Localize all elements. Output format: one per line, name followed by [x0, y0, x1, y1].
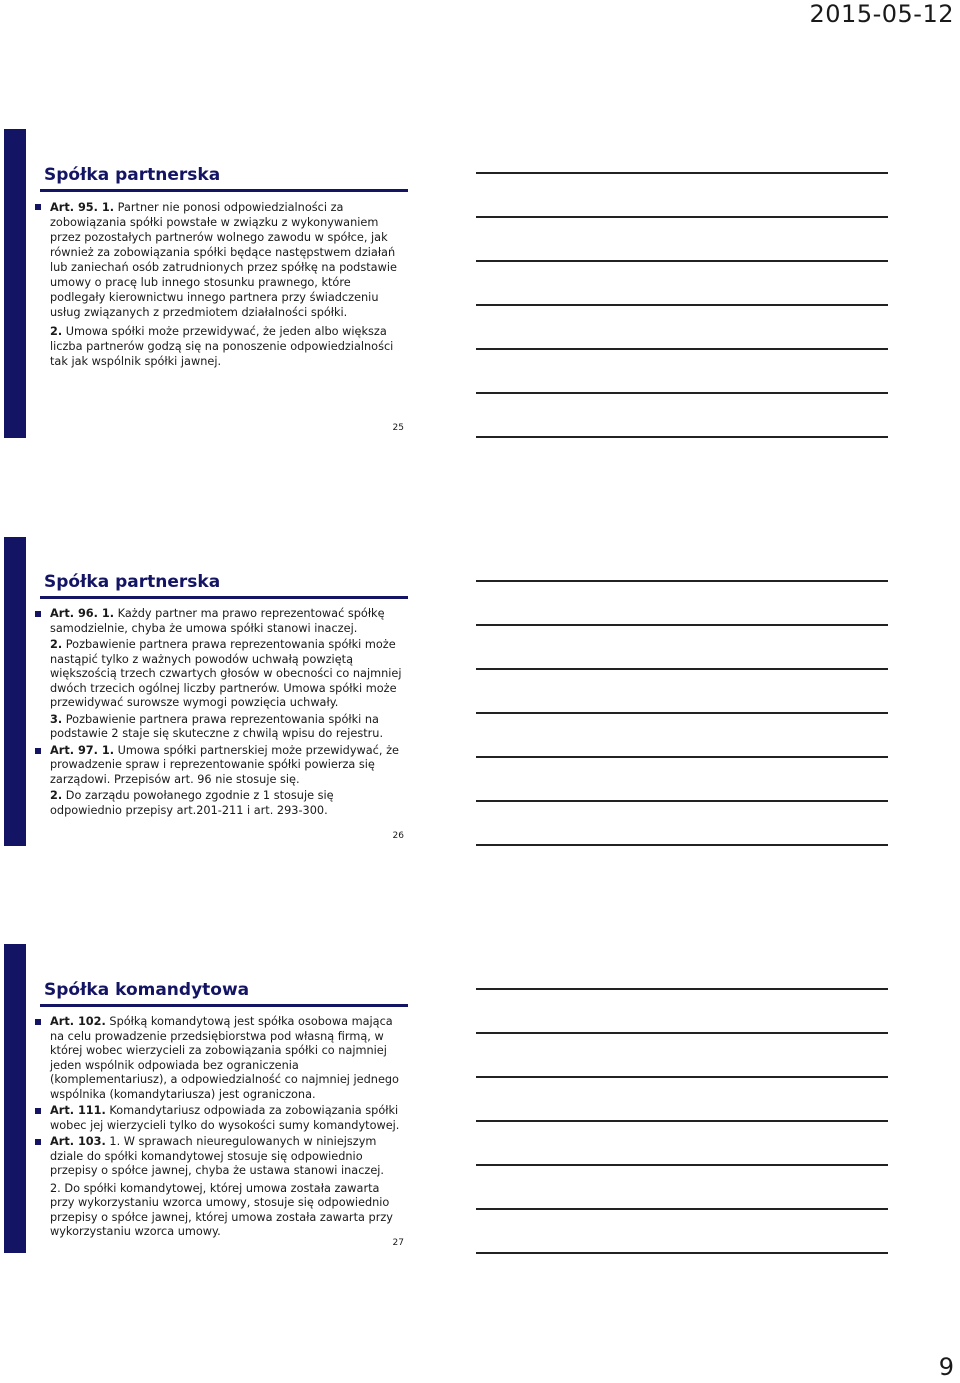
slide-number: 26 — [392, 831, 404, 841]
paragraph: 2. Pozbawienie partnera prawa reprezentowania spółki może nastąpić tylko z ważnych powodów uchwałą powziętą większością trzech czwartych głosów w obecności co najmniej dwóch trzecich ogólnej liczby partnerów. Umowa spółki może przewidywać surowsze wymogi powzięcia uchwały. — [50, 638, 402, 709]
note-line — [476, 1208, 888, 1210]
slide-title: Spółka partnerska — [44, 165, 221, 185]
note-line — [476, 988, 888, 990]
paragraph-ref: 2. — [50, 638, 63, 651]
header-date: 2015-05-12 — [809, 0, 954, 28]
note-line — [476, 1076, 888, 1078]
slide-25 — [4, 129, 408, 438]
note-line — [476, 172, 888, 174]
article-text: Art. 102. Spółką komandytową jest spółka osobowa mająca na celu prowadzenie przedsiębiorstwa pod własną firmą, w której wobec wierzycieli za zobowiązania spółki co najmniej jeden wspólnik odpowiada bez ograniczenia (komplementariusz), a odpowiedzialność co najmniej jednego wspólnika (komandytariusza) jest ograniczona. — [50, 1015, 399, 1101]
article-ref: Art. 96. 1. — [50, 607, 115, 620]
note-line — [476, 1164, 888, 1166]
note-line — [476, 216, 888, 218]
slide-body — [34, 607, 404, 818]
note-line — [476, 844, 888, 846]
bullet-icon — [35, 1108, 41, 1114]
paragraph: 2. Umowa spółki może przewidywać, że jeden albo większa liczba partnerów godzą się na ponoszenie odpowiedzialności tak jak wspólnik spółki jawnej. — [50, 325, 394, 368]
list-item — [34, 1135, 404, 1179]
slide-body — [34, 200, 404, 369]
article-text: Art. 103. 1. W sprawach nieuregulowanych w niniejszym dziale do spółki komandytowej stosuje się odpowiednio przepisy o spółce jawnej, chyba że ustawa stanowi inaczej. — [50, 1135, 385, 1177]
bullet-icon — [35, 1139, 41, 1145]
note-line — [476, 624, 888, 626]
paragraph: 3. Pozbawienie partnera prawa reprezentowania spółki na podstawie 2 staje się skuteczne z chwilą wpisu do rejestru. — [50, 712, 384, 740]
note-line — [476, 260, 888, 262]
note-line — [476, 304, 888, 306]
slide-27 — [4, 944, 408, 1253]
list-item — [34, 607, 404, 636]
list-item — [34, 1015, 404, 1102]
paragraph-ref: 2. — [50, 789, 63, 802]
note-line — [476, 1252, 888, 1254]
note-line — [476, 1032, 888, 1034]
note-line — [476, 348, 888, 350]
slide-accent-bar — [4, 944, 26, 1253]
article-ref: Art. 97. 1. — [50, 743, 115, 757]
note-line — [476, 712, 888, 714]
note-line — [476, 436, 888, 438]
title-underline — [40, 189, 408, 192]
article-ref: Art. 111. — [50, 1104, 106, 1117]
article-text: Art. 96. 1. Każdy partner ma prawo reprezentować spółkę samodzielnie, chyba że umowa spółki stanowi inaczej. — [50, 607, 385, 635]
slide-body — [34, 1015, 404, 1240]
bullet-icon — [35, 748, 41, 754]
note-line — [476, 668, 888, 670]
bullet-icon — [35, 611, 41, 617]
article-text: Art. 111. Komandytariusz odpowiada za zobowiązania spółki wobec jej wierzycieli tylko do wysokości sumy komandytowej. — [50, 1104, 400, 1132]
note-line — [476, 580, 888, 582]
paragraph-ref: 3. — [50, 712, 63, 726]
page-number: 9 — [938, 1353, 954, 1381]
article-text: Art. 97. 1. Umowa spółki partnerskiej może przewidywać, że prowadzenie spraw i reprezentowanie spółki powierza się zarządowi. Przepisów art. 96 nie stosuje się. — [50, 743, 399, 786]
bullet-icon — [35, 1019, 41, 1025]
title-underline — [40, 596, 408, 599]
note-line — [476, 800, 888, 802]
paragraph: 2. Do spółki komandytowej, której umowa została zawarta przy wykorzystaniu wzorca umowy, stosuje się odpowiednio przepisy o spółce jawnej, której umowa została zawarta przy wykorzystaniu wzorca umowy. — [50, 1181, 393, 1238]
article-ref: Art. 103. — [50, 1135, 106, 1148]
paragraph-ref: 2. — [50, 325, 63, 338]
list-item — [34, 744, 404, 788]
note-line — [476, 1120, 888, 1122]
list-item — [34, 200, 404, 320]
slide-accent-bar — [4, 129, 26, 438]
article-text: Art. 95. 1. Partner nie ponosi odpowiedzialności za zobowiązania spółki powstałe w związku z wykonywaniem przez pozostałych partnerów wolnego zawodu w spółce, jak również za zobowiązania spółki będące następstwem działań lub zaniechań osób zatrudnionych przez spółkę na podstawie umowy o pracę lub innego stosunku prawnego, które podlegały kierownictwu innego partnera przy świadczeniu usług związanych z przedmiotem działalności spółki. — [50, 201, 397, 319]
slide-26 — [4, 537, 408, 846]
note-line — [476, 756, 888, 758]
list-item — [34, 1104, 404, 1133]
article-ref: Art. 95. 1. — [50, 201, 115, 214]
paragraph: 2. Do zarządu powołanego zgodnie z 1 stosuje się odpowiednio przepisy art.201-211 i art. 293-300. — [50, 789, 334, 817]
slide-title: Spółka komandytowa — [44, 980, 250, 1000]
title-underline — [40, 1004, 408, 1007]
bullet-icon — [35, 204, 41, 210]
slide-accent-bar — [4, 537, 26, 846]
article-ref: Art. 102. — [50, 1015, 106, 1028]
slide-title: Spółka partnerska — [44, 572, 221, 592]
slide-number: 25 — [392, 423, 404, 433]
slide-number: 27 — [392, 1238, 404, 1248]
note-line — [476, 392, 888, 394]
